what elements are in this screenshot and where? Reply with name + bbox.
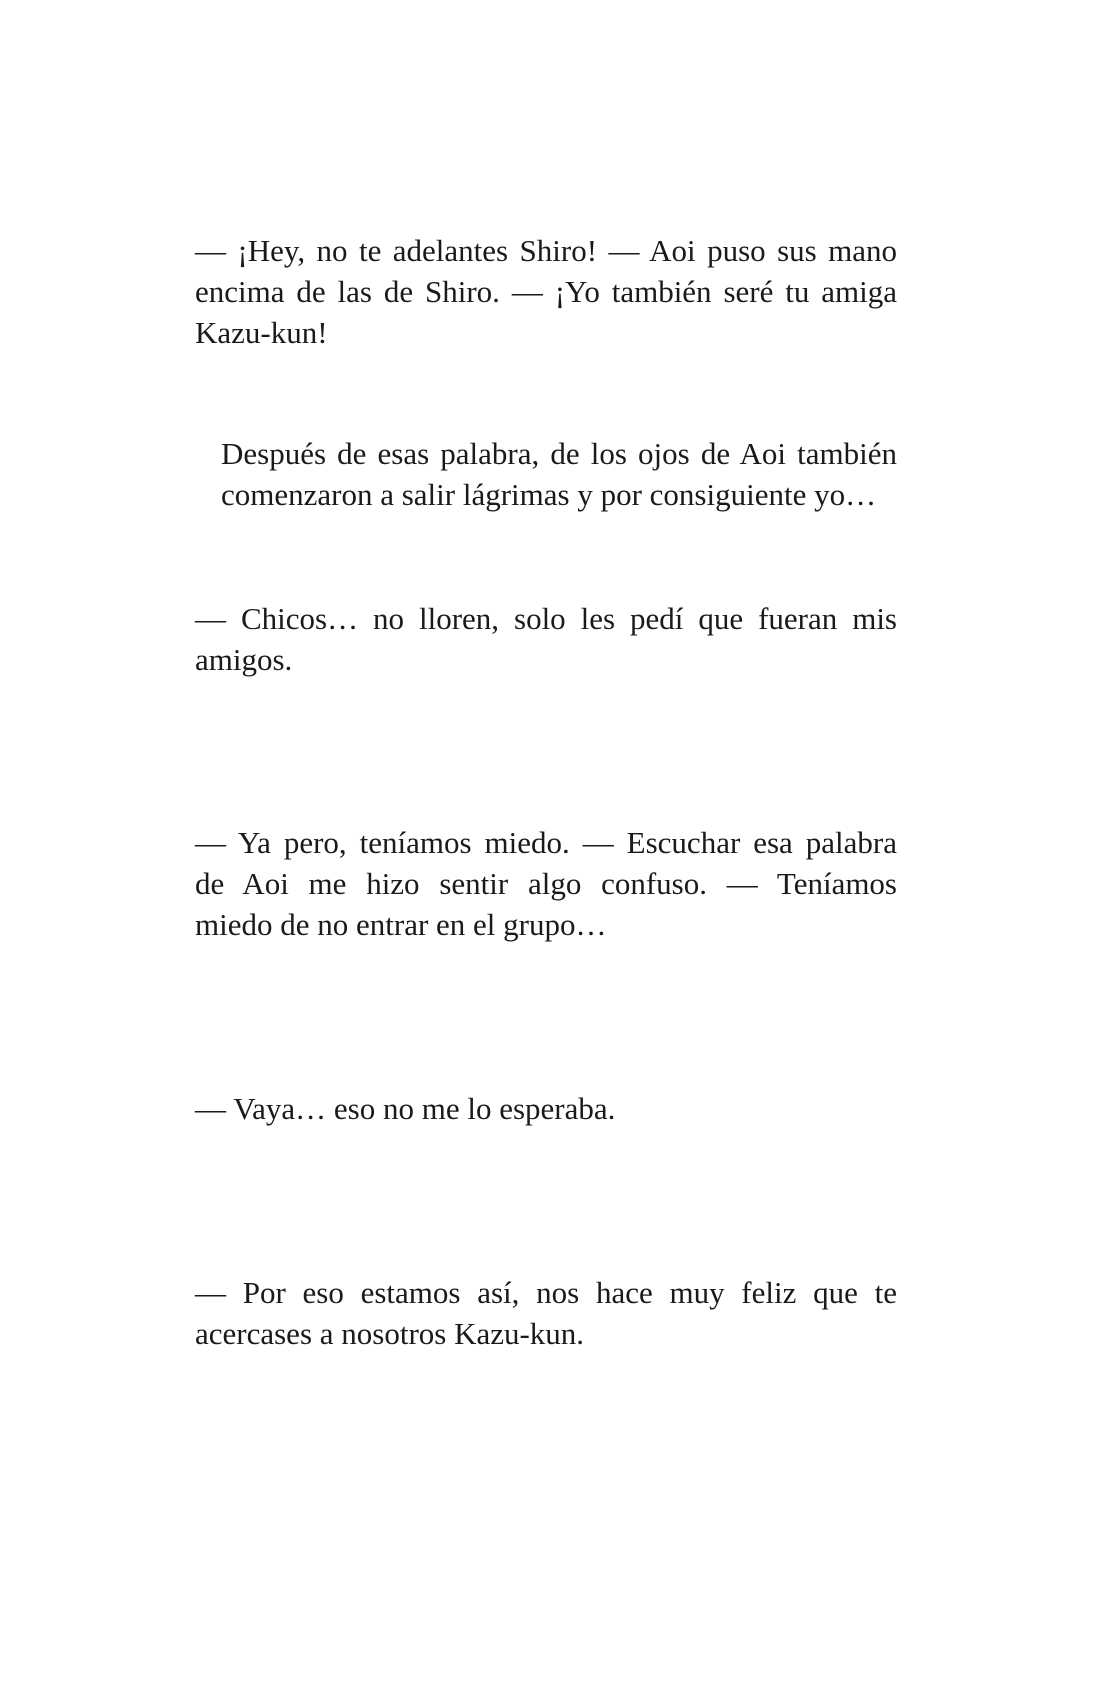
text-line: encima de las de Shiro. — ¡Yo también seré tu amiga — [195, 274, 897, 309]
paragraph-narration — [195, 433, 897, 515]
paragraph-dialogue-aoi-fear — [195, 822, 897, 945]
text-line: Después de esas palabra, de los ojos de Aoi también — [221, 436, 897, 471]
text-line: — Por eso estamos así, nos hace muy feliz que te — [195, 1275, 897, 1310]
paragraph-dialogue-kazu — [195, 598, 897, 680]
paragraph-dialogue-aoi — [195, 230, 897, 353]
text-line: — Ya pero, teníamos miedo. — Escuchar esa palabra — [195, 825, 897, 860]
text-line: amigos. — [195, 642, 293, 677]
paragraph-dialogue-vaya — [195, 1088, 897, 1129]
text-line: — Vaya… eso no me lo esperaba. — [195, 1091, 616, 1126]
text-line: acercases a nosotros Kazu-kun. — [195, 1316, 585, 1351]
text-line: — ¡Hey, no te adelantes Shiro! — Aoi puso sus mano — [195, 233, 897, 268]
paragraph-dialogue-closing — [195, 1272, 897, 1354]
text-line: — Chicos… no lloren, solo les pedí que fueran mis — [195, 601, 897, 636]
text-line: de Aoi me hizo sentir algo confuso. — Teníamos — [195, 866, 897, 901]
text-line: miedo de no entrar en el grupo… — [195, 907, 607, 942]
text-line: comenzaron a salir lágrimas y por consiguiente yo… — [221, 477, 877, 512]
text-line: Kazu-kun! — [195, 315, 328, 350]
